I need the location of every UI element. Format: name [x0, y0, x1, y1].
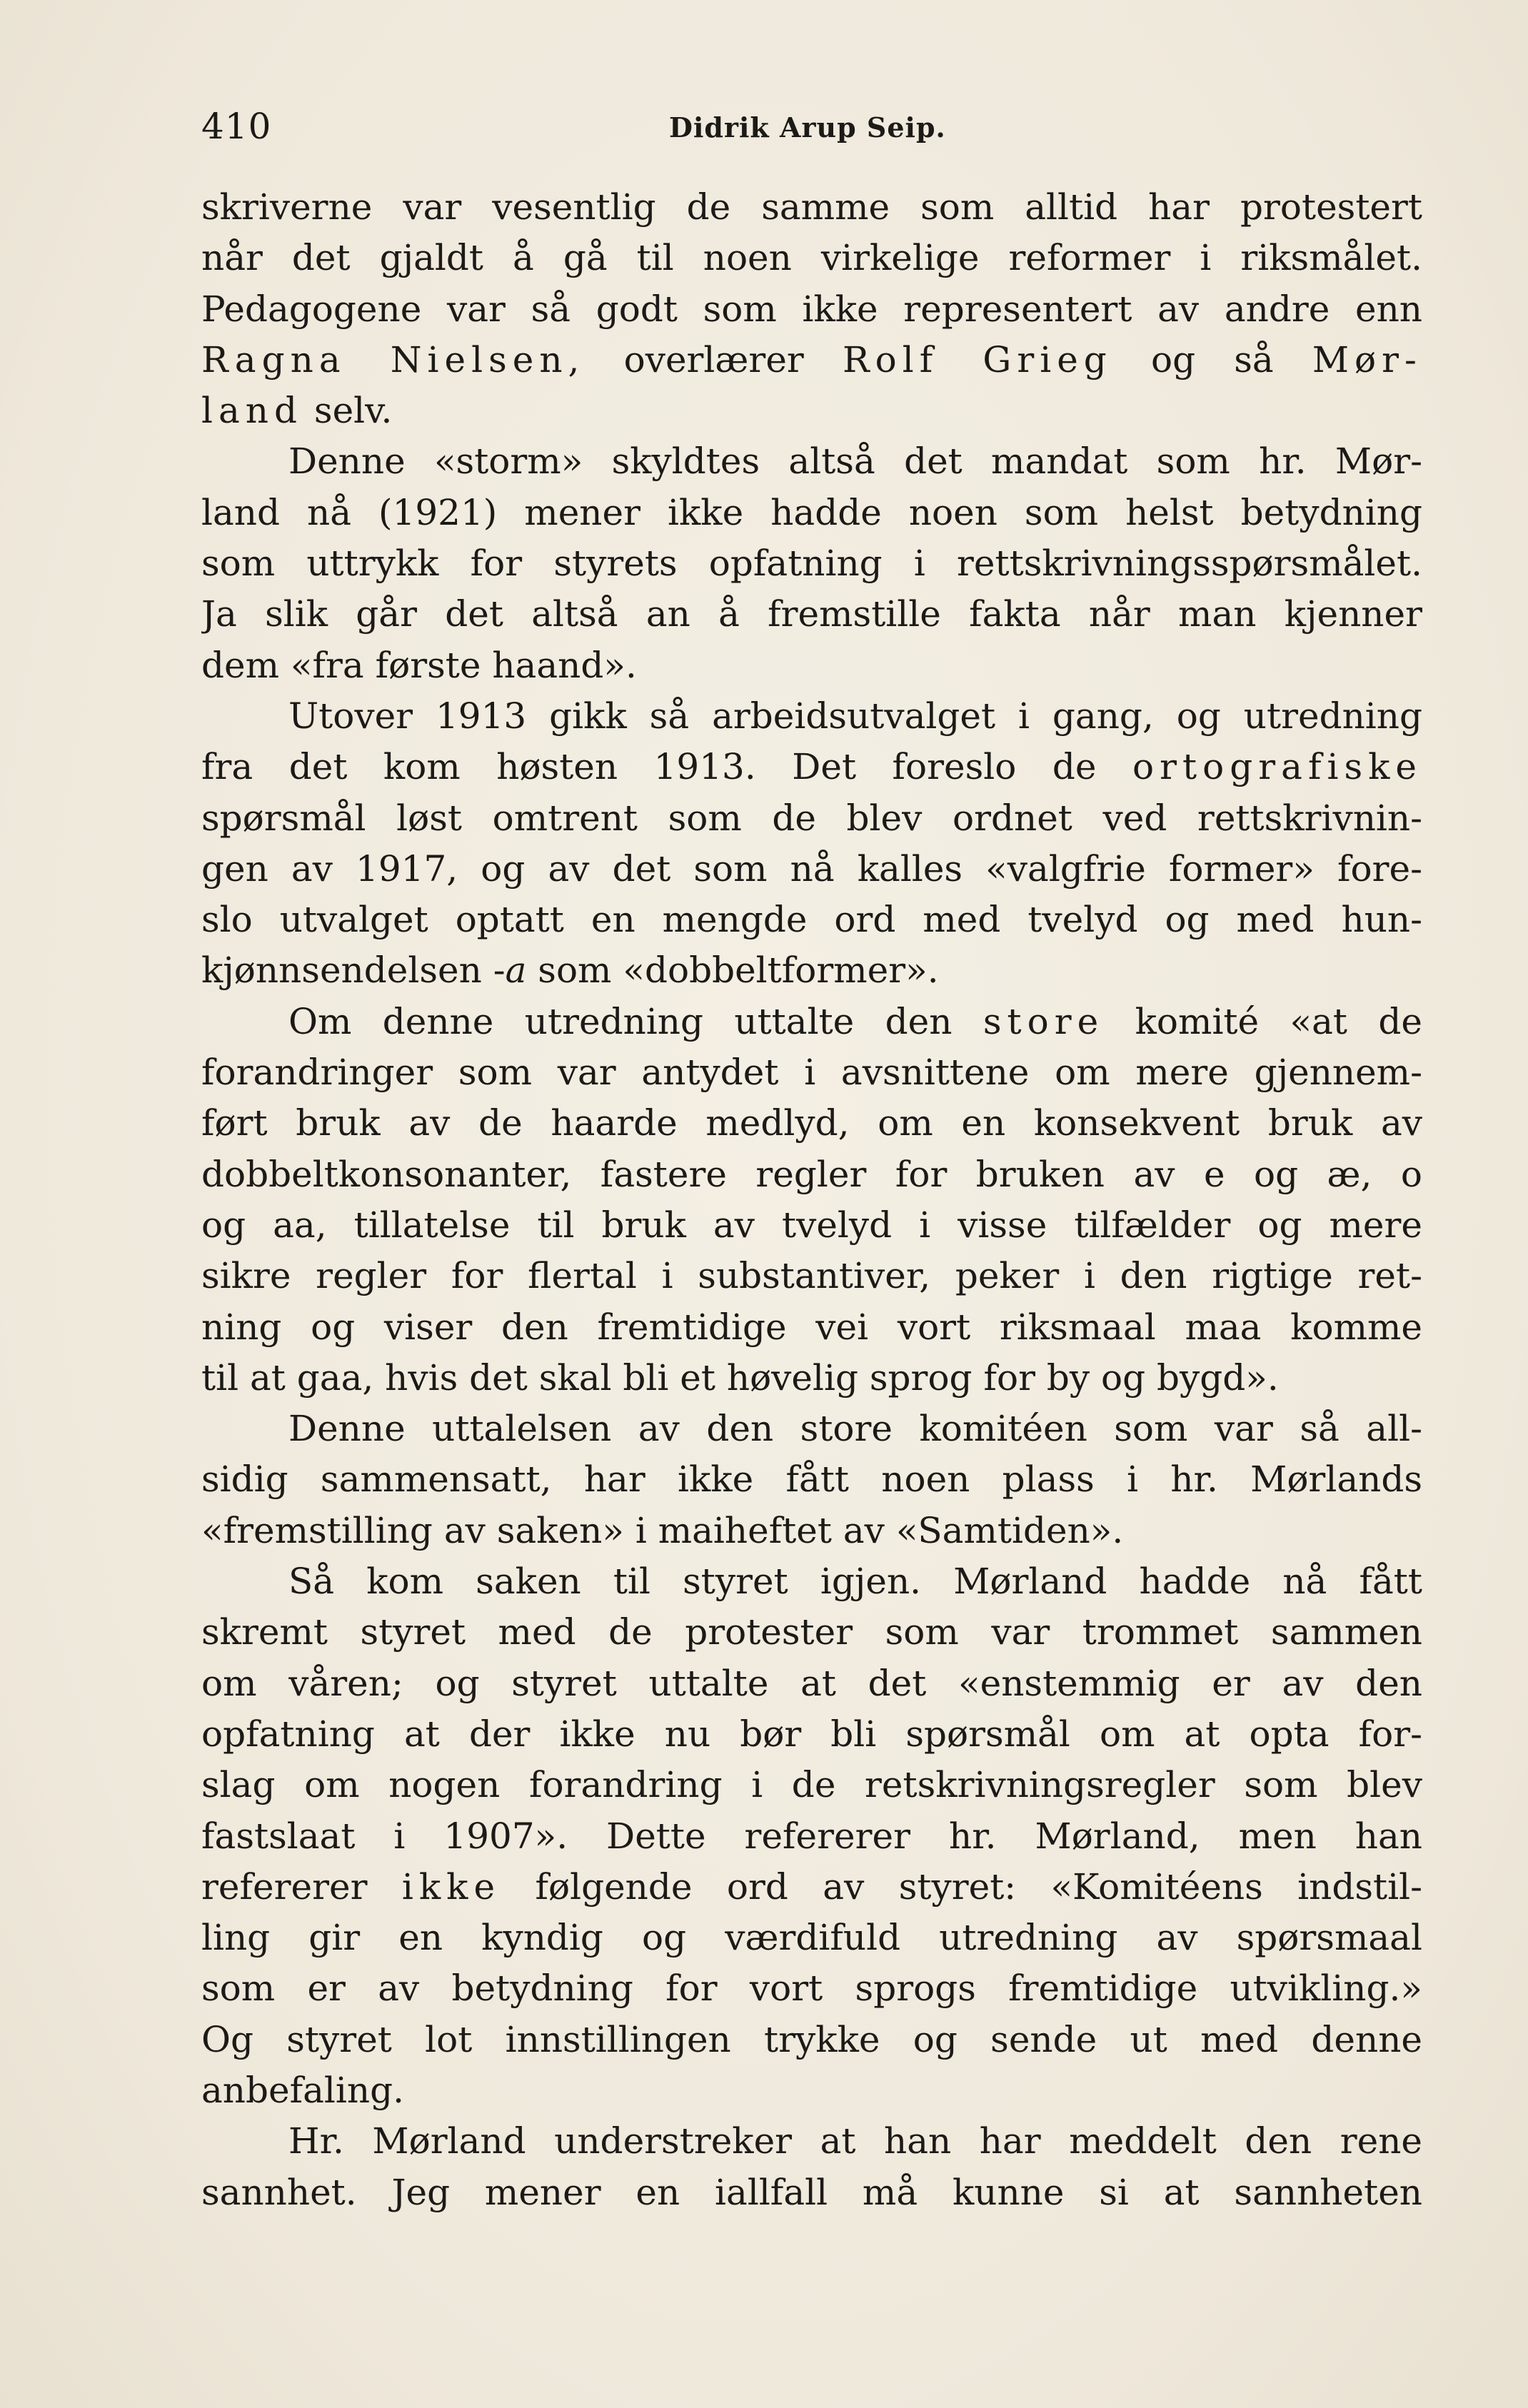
spaced-word-ikke: ikke [401, 1865, 501, 1908]
paragraph-start-line [201, 997, 1422, 1047]
text-line: ført bruk av de haarde medlyd, om en konsekvent bruk av [201, 1102, 1422, 1144]
text-line: ning og viser den fremtidige vei vort riksmaal maa komme [201, 1306, 1422, 1348]
text-line [201, 742, 1422, 792]
text-fragment: Om denne utredning uttalte den [288, 1000, 953, 1042]
text-line: dem «fra første haand». [201, 644, 637, 686]
italic-a: a [505, 949, 527, 992]
paragraph-start-line: Så kom saken til styret igjen. Mørland hadde nå fått [288, 1561, 1422, 1603]
text-line: dobbeltkonsonanter, fastere regler for bruken av e og æ, o [201, 1153, 1422, 1195]
paragraph-start-line: Denne «storm» skyldtes altså det mandat som hr. Mør- [288, 440, 1422, 483]
spaced-name-land: land [201, 390, 303, 432]
text-fragment: og så [1150, 338, 1274, 381]
spaced-word-ortografiske: ortografiske [1132, 746, 1422, 788]
text-line: gen av 1917, og av det som nå kalles «valgfrie former» fore- [201, 847, 1422, 890]
text-line: sannhet. Jeg mener en iallfall må kunne si at sannheten [201, 2171, 1422, 2213]
text-line: og aa, tillatelse til bruk av tvelyd i visse tilfælder og mere [201, 1204, 1422, 1246]
text-fragment: som «dobbeltformer». [526, 949, 939, 992]
text-line: opfatning at der ikke nu bør bli spørsmål om at opta for- [201, 1713, 1422, 1755]
text-line: fastslaat i 1907». Dette refererer hr. Mørland, men han [201, 1815, 1422, 1857]
text-line: når det gjaldt å gå til noen virkelige reformer i riksmålet. [201, 237, 1422, 279]
text-line: slag om nogen forandring i de retskrivningsregler som blev [201, 1764, 1422, 1806]
spaced-name-morland: Mør- [1312, 338, 1422, 381]
text-line: som er av betydning for vort sprogs fremtidige utvikling.» [201, 1968, 1422, 2010]
text-line [201, 335, 1422, 386]
text-line [201, 945, 1422, 996]
text-fragment: refererer [201, 1865, 368, 1908]
text-line: som uttrykk for styrets opfatning i rettskrivningsspørsmålet. [201, 543, 1422, 585]
text-fragment: overlærer [623, 338, 804, 381]
page-number: 410 [201, 106, 272, 147]
text-fragment: kjønnsendelsen - [201, 949, 506, 992]
text-line: Ja slik går det altså an å fremstille fakta når man kjenner [201, 593, 1422, 635]
spaced-name-rolf-grieg: Rolf Grieg [842, 338, 1112, 381]
text-line: til at gaa, hvis det skal bli et høvelig sprog for by og bygd». [201, 1356, 1279, 1399]
text-fragment: følgende ord av styret: «Komitéens indstil- [535, 1865, 1422, 1908]
text-line: Og styret lot innstillingen trykke og sende ut med denne [201, 2018, 1422, 2060]
page-header [201, 100, 1422, 157]
text-line [201, 386, 1422, 436]
body-text [201, 182, 1422, 2218]
spaced-name-ragna-nielsen: Ragna Nielsen, [201, 338, 585, 381]
text-line: anbefaling. [201, 2069, 405, 2111]
spaced-word-store: store [982, 1000, 1105, 1042]
text-line: sidig sammensatt, har ikke fått noen plass i hr. Mørlands [201, 1459, 1422, 1501]
text-fragment: komité «at de [1135, 1000, 1422, 1042]
text-line: spørsmål løst omtrent som de blev ordnet ved rettskrivnin- [201, 797, 1422, 839]
text-line: om våren; og styret uttalte at det «enstemmig er av den [201, 1662, 1422, 1704]
running-head: Didrik Arup Seip. [669, 111, 946, 143]
text-line: land nå (1921) mener ikke hadde noen som helst betydning [201, 491, 1422, 533]
text-line: ling gir en kyndig og værdifuld utredning av spørsmaal [201, 1917, 1422, 1959]
text-line: Pedagogene var så godt som ikke representert av andre enn [201, 288, 1422, 330]
text-line: sikre regler for flertal i substantiver, peker i den rigtige ret- [201, 1255, 1422, 1297]
text-line: forandringer som var antydet i avsnittene om mere gjennem- [201, 1052, 1422, 1094]
paragraph-start-line: Utover 1913 gikk så arbeidsutvalget i gang, og utredning [288, 695, 1422, 737]
text-line: «fremstilling av saken» i maiheftet av «Samtiden». [201, 1509, 1124, 1551]
text-line [201, 1862, 1422, 1913]
text-line: skriverne var vesentlig de samme som alltid har protestert [201, 186, 1422, 228]
text-line: slo utvalget optatt en mengde ord med tvelyd og med hun- [201, 899, 1422, 941]
paragraph-start-line: Hr. Mørland understreker at han har meddelt den rene [288, 2120, 1422, 2162]
paragraph-start-line: Denne uttalelsen av den store komitéen som var så all- [288, 1408, 1422, 1450]
text-line: skremt styret med de protester som var trommet sammen [201, 1611, 1422, 1653]
text-fragment: selv. [313, 390, 393, 432]
text-fragment: fra det kom høsten 1913. Det foreslo de [201, 746, 1097, 788]
